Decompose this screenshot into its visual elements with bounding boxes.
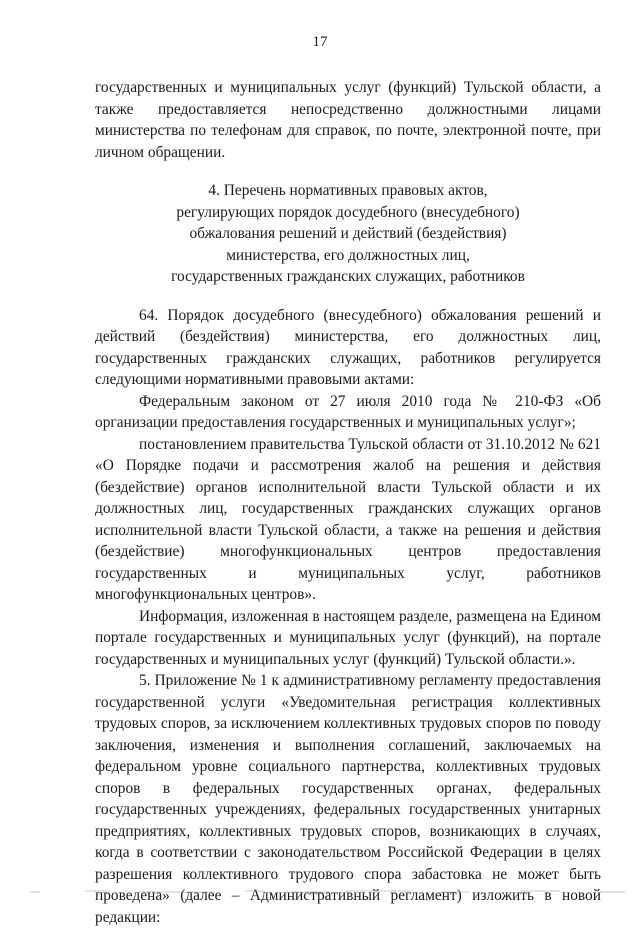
- paragraph-federal-law: Федеральным законом от 27 июля 2010 года № 210-ФЗ «Об организации предоставления государственных и муниципальных услуг»;: [95, 392, 601, 431]
- heading-line-3: обжалования решений и действий (бездействия): [189, 225, 507, 242]
- heading-line-5: государственных гражданских служащих, работников: [171, 268, 525, 285]
- spacer: [95, 163, 601, 180]
- heading-line-1: 4. Перечень нормативных правовых актов,: [208, 182, 488, 199]
- paragraph-item-5: 5. Приложение № 1 к административному регламенту предоставления государственной услуги «Уведомительная регистрация коллективных трудовых споров, за исключением коллективных трудовых споров по поводу заключения, изменения и выполнения соглашений, заключаемых на федеральном уровне социального партнерства, коллективных трудовых споров в федеральных государственных органах, федеральных государственных учреждениях, федеральных государственных унитарных предприятиях, коллективных трудовых споров, возникающих в случаях, когда в соответствии с законодательством Российской Федерации в целях разрешения коллективного трудового спора забастовка не может быть проведена» (далее – Административный регламент) изложить в новой редакции:: [95, 672, 601, 926]
- scan-noise: [0, 884, 640, 898]
- section-heading: [95, 180, 601, 288]
- paragraph-resolution: постановлением правительства Тульской области от 31.10.2012 № 621 «О Порядке подачи и рассмотрения жалоб на решения и действия (бездействие) органов исполнительной власти Тульской области и их должностных лиц, государственных гражданских служащих органов исполнительной власти Тульской области, а также на решения и действия (бездействие) многофункциональных центров предоставления государственных и муниципальных услуг, работников многофункциональных центров».: [95, 435, 601, 603]
- paragraph-64: 64. Порядок досудебного (внесудебного) обжалования решений и действий (бездействия) министерства, его должностных лиц, государственных гражданских служащих, работников регулируется следующими нормативными правовыми актами:: [95, 306, 601, 388]
- page-number: 17: [312, 34, 328, 50]
- heading-line-2: регулирующих порядок досудебного (внесудебного): [176, 203, 520, 221]
- heading-line-4: министерства, его должностных лиц,: [226, 246, 470, 264]
- spacer: [95, 288, 601, 305]
- document-body: [95, 77, 601, 928]
- continuation-paragraph: государственных и муниципальных услуг (функций) Тульской области, а также предоставляется непосредственно должностными лицами министерства по телефонам для справок, по почте, электронной почте, при личном обращении.: [95, 79, 601, 161]
- paragraph-information: Информация, изложенная в настоящем разделе, размещена на Едином портале государственных и муниципальных услуг (функций), на портале государственных и муниципальных услуг (функций) Тульской области.».: [95, 607, 601, 668]
